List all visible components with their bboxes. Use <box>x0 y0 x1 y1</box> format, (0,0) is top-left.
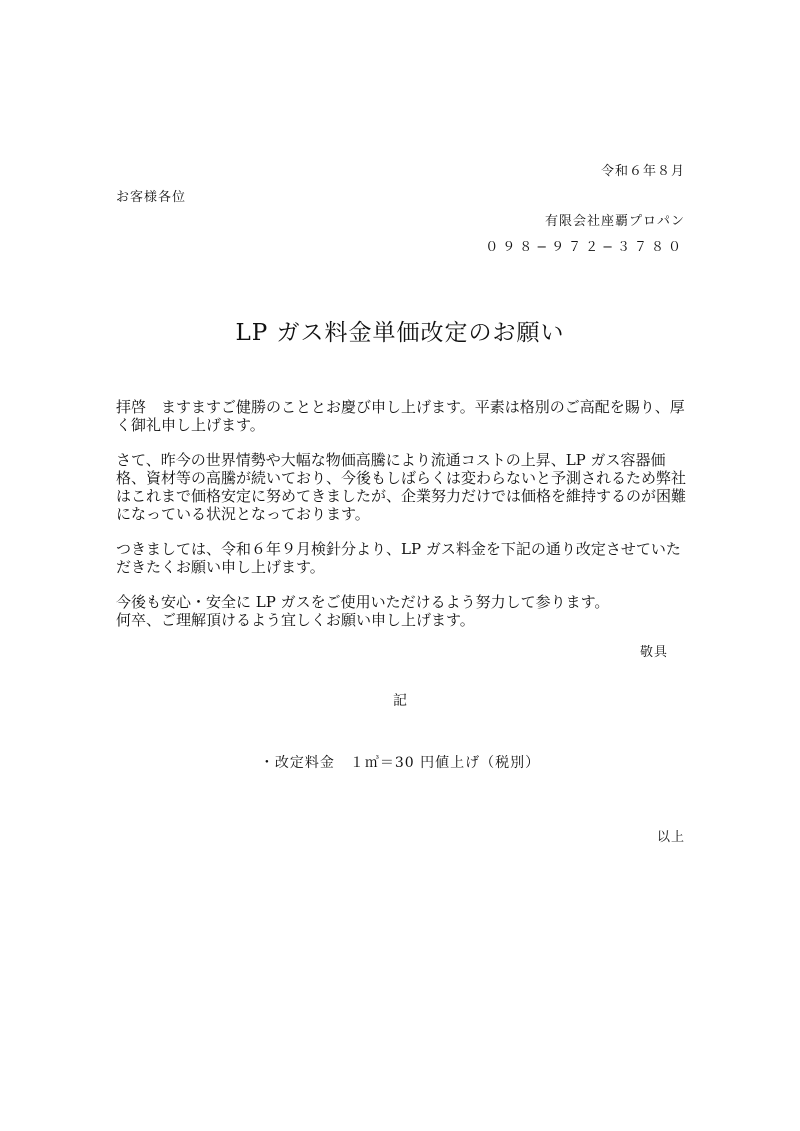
paragraph-greeting: 拝啓 ますますご健勝のこととお慶び申し上げます。平素は格別のご高配を賜り、厚く御礼申し上げます。 <box>116 398 685 434</box>
price-revision-item: ・改定料金 １㎥＝30 円値上げ（税別） <box>259 755 541 771</box>
document-date: 令和６年８月 <box>600 164 685 179</box>
paragraph-closing-remarks: 今後も安心・安全に LP ガスをご使用いただけるよう努力して参ります。 何卒、ご理解頂けるよう宜しくお願い申し上げます。 <box>116 593 610 629</box>
closing-word: 敬具 <box>639 645 668 660</box>
recipient-line: お客様各位 <box>116 190 187 205</box>
document-title: LP ガス料金単価改定のお願い <box>235 320 565 346</box>
company-name: 有限会社座覇プロパン <box>544 214 685 229</box>
letter-body <box>116 398 688 646</box>
company-phone: ０９８−９７２−３７８０ <box>485 240 685 255</box>
paragraph-request: つきましては、令和６年９月検針分より、LP ガス料金を下記の通り改定させていただきたくお願い申し上げます。 <box>116 540 681 576</box>
end-marker: 以上 <box>656 830 685 845</box>
ki-marker: 記 <box>393 693 407 709</box>
paragraph-background: さて、昨今の世界情勢や大幅な物価高騰により流通コストの上昇、LP ガス容器価格、資材等の高騰が続いており、今後もしばらくは変わらないと予測されるため弊社はこれまで価格安定に努めてきましたが、企業努力だけでは価格を維持するのが困難になっている状況となっております。 <box>116 451 687 523</box>
